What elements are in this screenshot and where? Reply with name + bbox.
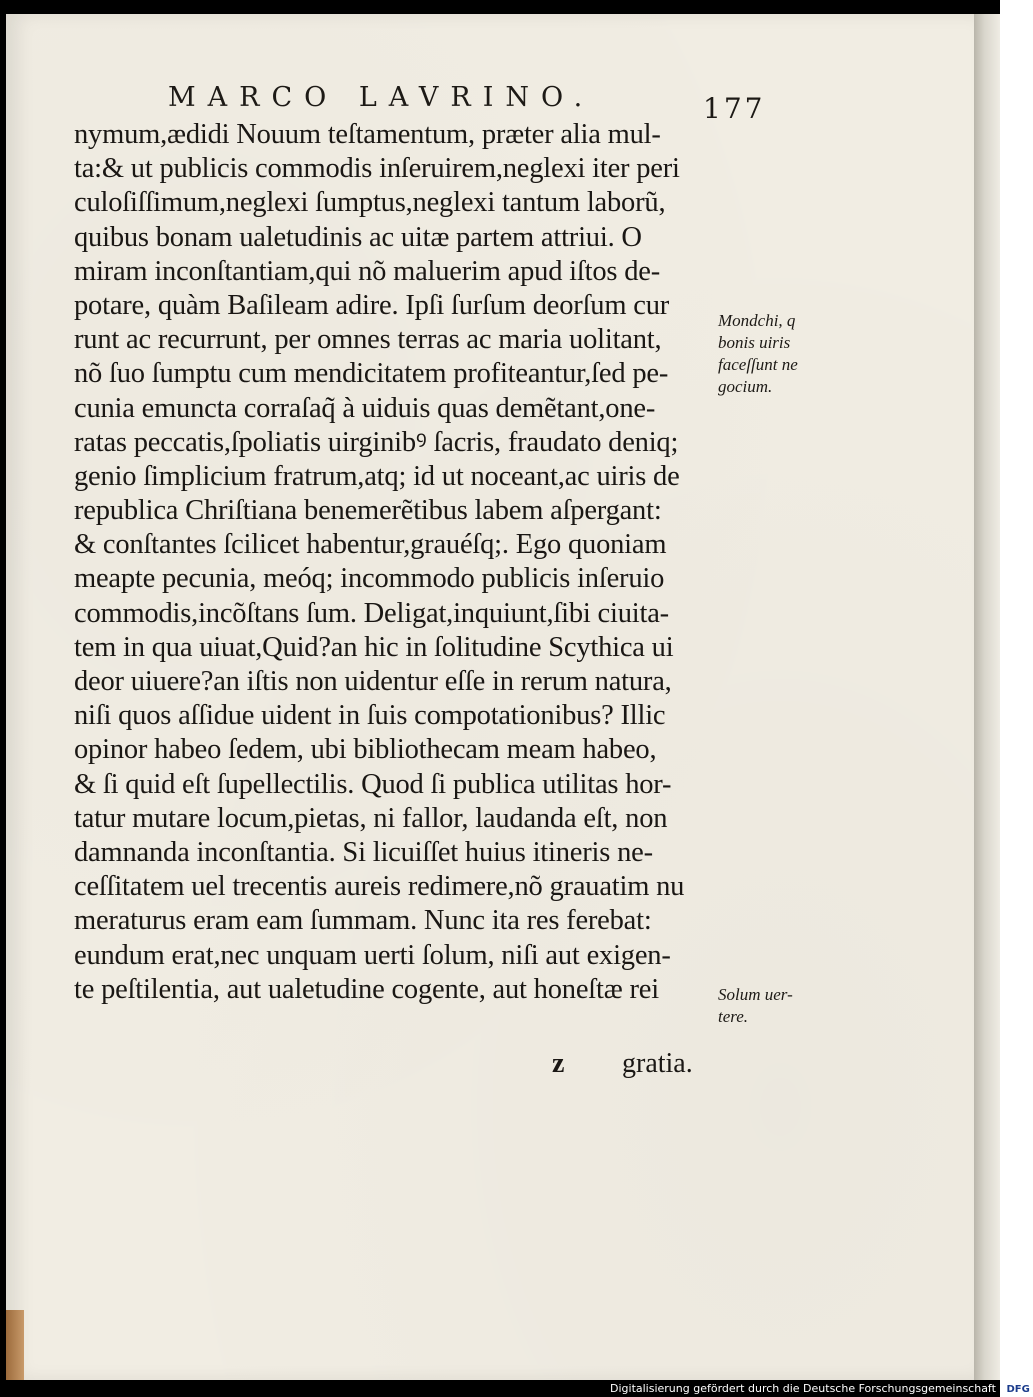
text-line: meraturus eram eam ſummam. Nunc ita res ferebat:: [74, 905, 652, 937]
text-line: nymum,ædidi Nouum teſtamentum, præter alia mul-: [74, 119, 661, 150]
text-line: tem in qua uiuat,Quid?an hic in ſolitudine Scythica ui: [74, 631, 674, 663]
running-title: MARCO LAVRINO.: [168, 82, 595, 113]
text-line: genio ſimplicium fratrum,atq; id ut noceant,ac uiris de: [74, 460, 680, 492]
text-line: culoſiſſimum,neglexi ſumptus,neglexi tantum laborũ,: [74, 187, 666, 219]
text-line: & ſi quid eſt ſupellectilis. Quod ſi publica utilitas hor-: [74, 768, 672, 800]
text-line: runt ac recurrunt, per omnes terras ac maria uolitant,: [74, 324, 662, 356]
marginal-note: [718, 310, 798, 398]
text-line: te peſtilentia, aut ualetudine cogente, aut honeſtæ rei: [74, 973, 659, 1005]
digitization-credit: [610, 1380, 1033, 1397]
text-line: meapte pecunia, meóq; incommodo publicis inſeruio: [74, 563, 665, 595]
text-line: quibus bonam ualetudinis ac uitæ partem attriui. O: [74, 221, 642, 253]
text-line: republica Chriſtiana benemerẽtibus labem aſpergant:: [74, 495, 662, 527]
marginal-note: [718, 984, 793, 1028]
text-line: commodis,incõſtans ſum. Deligat,inquiunt,ſibi ciuita-: [74, 597, 669, 629]
text-line: tatur mutare locum,pietas, ni fallor, laudanda eſt, non: [74, 802, 668, 834]
credit-text: Digitalisierung gefördert durch die Deutsche Forschungsgemeinschaft: [610, 1382, 996, 1395]
text-line: potare, quàm Baſileam adire. Ipſi ſurſum deorſum cur: [74, 289, 670, 321]
marginal-note-line: Solum uer-: [718, 985, 793, 1004]
binding-edge: [6, 1310, 24, 1380]
marginal-note-line: bonis uiris: [718, 333, 791, 352]
text-line: deor uiuere?an iſtis non uidentur eſſe in rerum natura,: [74, 666, 672, 697]
marginal-note-line: Mondchi, q: [718, 311, 796, 330]
text-line: cunia emuncta corraſaq̃ à uiduis quas demẽtant,one-: [74, 392, 656, 424]
marginal-note-line: gocium.: [718, 377, 773, 396]
text-line: niſi quos aſſidue uident in ſuis compotationibus? Illic: [74, 700, 666, 732]
text-line: nõ ſuo ſumptu cum mendicitatem profiteantur,ſed pe-: [74, 358, 669, 390]
text-line: ratas peccatis,ſpoliatis uirginibꝰ ſacris, fraudato deniq;: [74, 426, 679, 458]
catchword: gratia.: [622, 1048, 693, 1079]
text-line: ta:& ut publicis commodis inſeruirem,neglexi iter peri: [74, 153, 680, 185]
signature-mark: z: [552, 1048, 565, 1079]
dfg-logo: DFG: [1003, 1383, 1032, 1396]
text-line: miram inconſtantiam,qui nõ maluerim apud iſtos de-: [74, 255, 660, 287]
marginal-note-line: faceſſunt ne: [718, 355, 798, 374]
text-line: & conſtantes ſcilicet habentur,grauéſq;. Ego quoniam: [74, 529, 667, 561]
marginal-note-line: tere.: [718, 1007, 749, 1026]
page-edge: [974, 14, 1000, 1380]
text-line: damnanda inconſtantia. Si licuiſſet huius itineris ne-: [74, 836, 653, 868]
text-line: ceſſitatem uel trecentis aureis redimere,nõ grauatim nu: [74, 871, 685, 903]
page-number: 177: [703, 92, 766, 125]
text-line: eundum erat,nec unquam uerti ſolum, niſi aut exigen-: [74, 939, 671, 971]
body-text-block: [74, 118, 724, 1007]
text-line: opinor habeo ſedem, ubi bibliothecam meam habeo,: [74, 734, 657, 766]
